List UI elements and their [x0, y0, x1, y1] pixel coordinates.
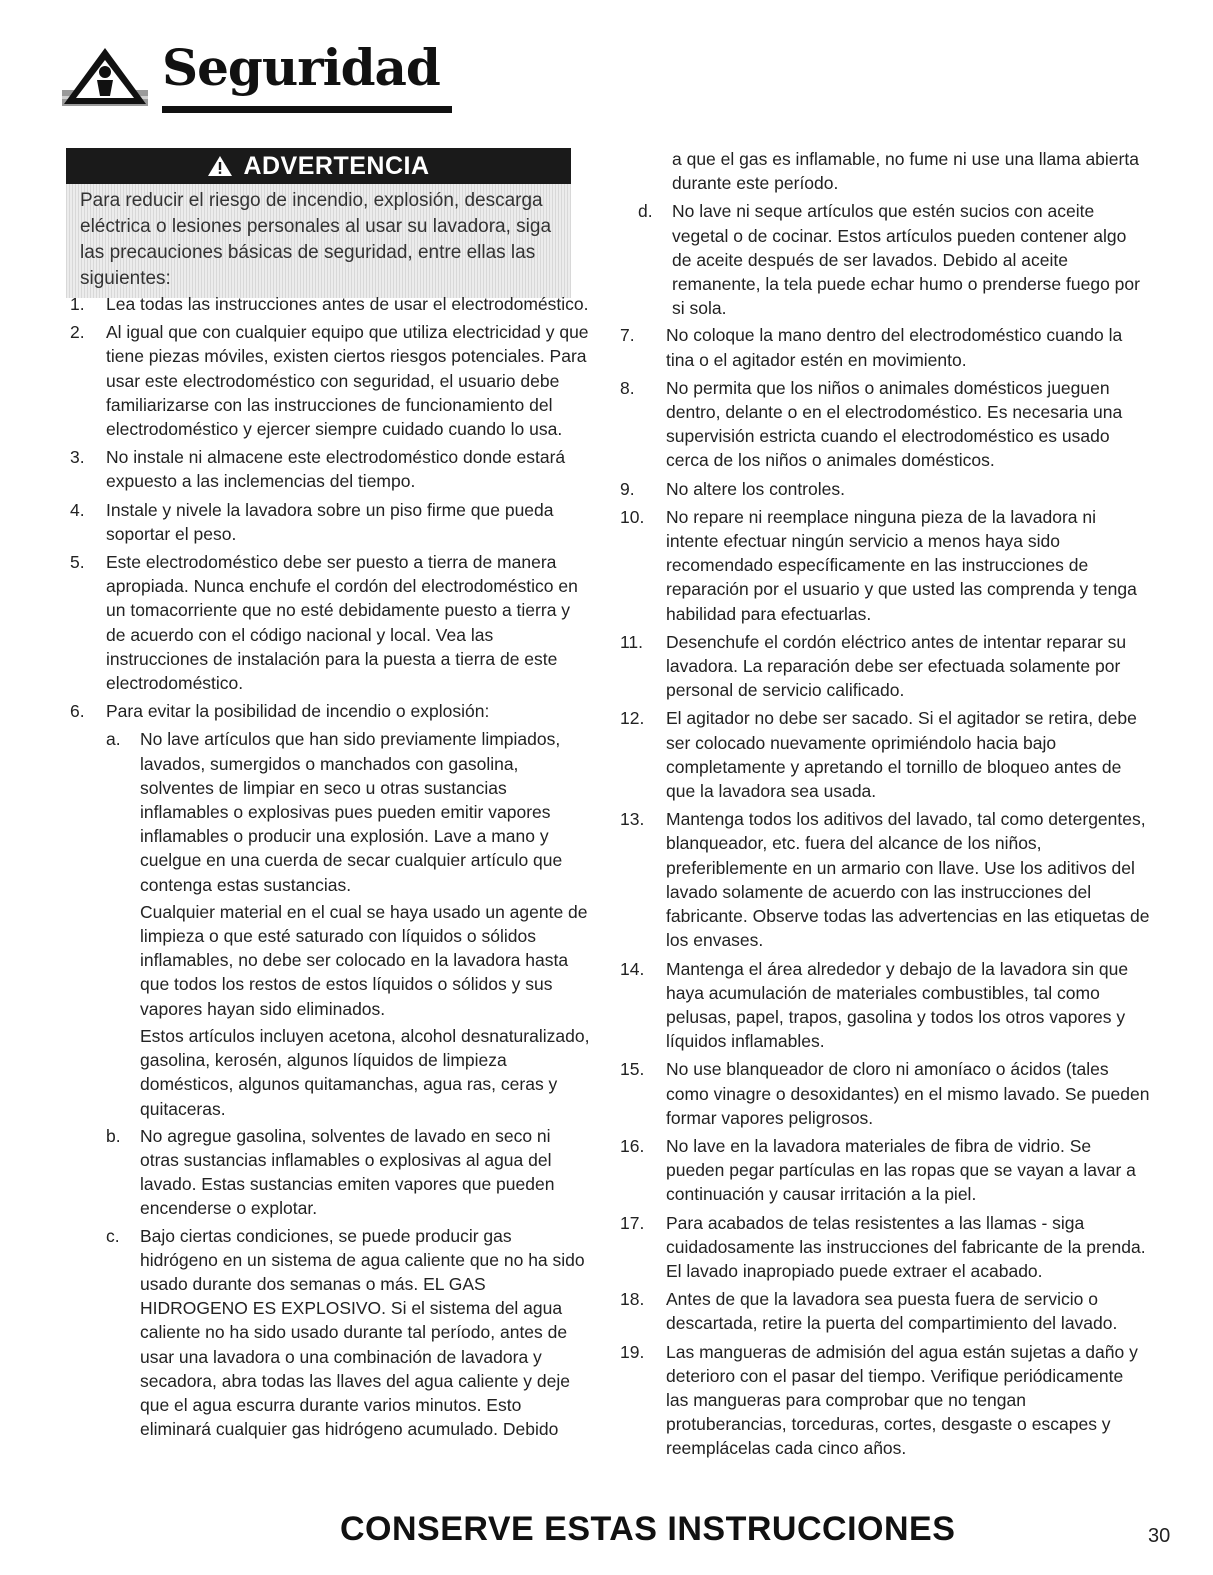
- list-item: [70, 498, 590, 546]
- list-item: [620, 477, 1150, 501]
- warning-title: ADVERTENCIA: [243, 151, 430, 180]
- list-item: [620, 1057, 1150, 1130]
- item-text: Lea todas las instrucciones antes de usar el electrodoméstico.: [106, 294, 589, 314]
- list-item: [620, 1287, 1150, 1335]
- item-text: No permita que los niños o animales domésticos jueguen dentro, delante o en el electrodoméstico. Es necesaria una supervisión estricta cuando el electrodoméstico es usado cerca de los niños o animales domésticos.: [666, 377, 1123, 471]
- item-text: No lave en la lavadora materiales de fibra de vidrio. Se pueden pegar partículas en las ropas que se vayan a lavar a continuación y causar irritación a la piel.: [666, 1135, 1136, 1205]
- list-item: [620, 1134, 1150, 1207]
- item-number: 1.: [70, 294, 85, 314]
- item-number: 8.: [620, 377, 635, 398]
- page-title: Seguridad: [162, 38, 440, 97]
- left-column: [70, 292, 590, 1444]
- list-item: [620, 1211, 1150, 1284]
- sub-item: [70, 1124, 590, 1221]
- sub-item-text: No lave artículos que han sido previamente limpiados, lavados, sumergidos o manchados con gasolina, solventes de limpiar en seco u otras sustancias inflamables o explosivas pues pueden emitir vapores inflamables o producir una explosión. Lave a mano y cuelgue en una cuerda de secar cualquier artículo que contenga estas sustancias.: [140, 729, 563, 895]
- item-number: 18.: [620, 1289, 645, 1310]
- item-text: Este electrodoméstico debe ser puesto a tierra de manera apropiada. Nunca enchufe el cordón del electrodoméstico en un tomacorriente que no esté debidamente puesto a tierra y de acuerdo con el código nacional y local. Vea las instrucciones de instalación para la puesta a tierra de este electrodoméstico.: [106, 552, 578, 694]
- sub-paragraph: Estos artículos incluyen acetona, alcohol desnaturalizado, gasolina, kerosén, algunos líquidos de limpieza domésticos, algunos quitamanchas, agua ras, ceras y quitaceras.: [140, 1025, 590, 1119]
- title-underline: [162, 106, 452, 113]
- sub-item: [70, 1224, 590, 1442]
- item-text: No coloque la mano dentro del electrodoméstico cuando la tina o el agitador estén en movimiento.: [666, 325, 1123, 370]
- list-item: [620, 807, 1150, 952]
- sub-paragraph: Cualquier material en el cual se haya usado un agente de limpieza o que esté saturado con líquidos o sólidos inflamables, no debe ser colocado en la lavadora hasta que todos los restos de estos líquidos o sólidos y sus vapores hayan sido eliminados.: [140, 901, 588, 1019]
- list-item: [620, 1340, 1150, 1461]
- item-number: 4.: [70, 499, 85, 520]
- item-number: 5.: [70, 552, 85, 573]
- sub-item-letter: c.: [106, 1225, 120, 1246]
- item-number: 19.: [620, 1341, 645, 1362]
- item-number: 16.: [620, 1135, 645, 1156]
- item-number: 3.: [70, 447, 85, 468]
- footer-reminder: CONSERVE ESTAS INSTRUCCIONES: [340, 1510, 956, 1548]
- item-number: 6.: [70, 701, 85, 722]
- list-item: [620, 376, 1150, 473]
- sub-item: [620, 199, 1150, 320]
- item-text: El agitador no debe ser sacado. Si el agitador se retira, debe ser colocado nuevamente oprimiéndolo hacia bajo completamente y apretando el tornillo de bloqueo antes de que la lavadora sea usada.: [666, 708, 1137, 802]
- item-number: 10.: [620, 506, 645, 527]
- warning-box: [66, 148, 571, 298]
- list-item: [620, 505, 1150, 626]
- item-number: 9.: [620, 478, 635, 499]
- sub-item-letter: d.: [638, 201, 653, 222]
- section-header: [62, 38, 440, 114]
- list-item: [70, 320, 590, 441]
- sub-item-text: No agregue gasolina, solventes de lavado en seco ni otras sustancias inflamables o explosivas al agua del lavado. Estas sustancias emiten vapores que pueden encenderse o explotar.: [140, 1125, 555, 1219]
- alert-triangle-icon: [207, 155, 233, 177]
- list-item: [70, 292, 590, 316]
- continued-text: a que el gas es inflamable, no fume ni use una llama abierta durante este período.: [672, 149, 1139, 194]
- warning-triangle-icon: [62, 46, 148, 108]
- list-item: [70, 445, 590, 493]
- sub-item-text: No lave ni seque artículos que estén sucios con aceite vegetal o de cocinar. Estos artículos pueden contener algo de aceite después de ser lavados. Debido al aceite remanente, la tela puede echar humo o prenderse fuego por si sola.: [672, 201, 1140, 319]
- list-item: [70, 550, 590, 695]
- sub-item-letter: a.: [106, 729, 121, 750]
- item-text: Las mangueras de admisión del agua están sujetas a daño y deterioro con el pasar del tiempo. Verifique periódicamente las mangueras para comprobar que no tengan protuberancias, torceduras, cortes, desgaste o escapes y reemplácelas cada cinco años.: [666, 1341, 1138, 1459]
- list-item: [620, 957, 1150, 1054]
- item-text: No repare ni reemplace ninguna pieza de la lavadora ni intente efectuar ningún servicio a menos haya sido recomendado específicamente en las instrucciones de reparación por el usuario y que usted las comprenda y tenga habilidad para efectuarlas.: [666, 506, 1137, 624]
- item-text: Mantenga el área alrededor y debajo de la lavadora sin que haya acumulación de materiales combustibles, tal como pelusas, papel, trapos, gasolina y todos los otros vapores y líquidos inflamables.: [666, 958, 1129, 1052]
- right-column: [620, 147, 1150, 1465]
- item-text: No use blanqueador de cloro ni amoníaco o ácidos (tales como vinagre o desoxidantes) en el mismo lavado. Se pueden formar vapores peligrosos.: [666, 1059, 1150, 1128]
- item-number: 13.: [620, 809, 645, 830]
- sub-item-letter: b.: [106, 1125, 121, 1146]
- item-text: No altere los controles.: [666, 478, 845, 499]
- item-text: Mantenga todos los aditivos del lavado, tal como detergentes, blanqueador, etc. fuera del alcance de los niños, preferiblemente en un armario con llave. Use los aditivos del lavado solamente de acuerdo con las instrucciones del fabricante. Observe todas las advertencias en las etiquetas de los envases.: [666, 809, 1150, 951]
- item-text: Al igual que con cualquier equipo que utiliza electricidad y que tiene piezas móviles, existen ciertos riesgos potenciales. Para usar este electrodoméstico con seguridad, el usuario debe familiarizarse con las instrucciones de funcionamiento del electrodoméstico y ejercer siempre cuidado cuando lo usa.: [106, 322, 589, 440]
- warning-header: [66, 148, 571, 184]
- item-text: Instale y nivele la lavadora sobre un piso firme que pueda soportar el peso.: [106, 499, 554, 544]
- item-number: 2.: [70, 322, 85, 343]
- item-number: 14.: [620, 958, 645, 979]
- item-number: 15.: [620, 1059, 645, 1080]
- item-text: No instale ni almacene este electrodoméstico donde estará expuesto a las inclemencias del tiempo.: [106, 447, 566, 492]
- warning-text: Para reducir el riesgo de incendio, explosión, descarga eléctrica o lesiones personales al usar su lavadora, siga las precauciones básicas de seguridad, entre ellas las siguientes:: [66, 184, 571, 298]
- item-number: 12.: [620, 708, 645, 729]
- page-number: 30: [1148, 1525, 1171, 1547]
- item-text: Para evitar la posibilidad de incendio o explosión:: [106, 701, 490, 722]
- sub-item: [70, 727, 590, 896]
- list-item: [70, 699, 590, 723]
- list-item: [620, 630, 1150, 703]
- item-number: 11.: [620, 631, 644, 652]
- item-text: Para acabados de telas resistentes a las llamas - siga cuidadosamente las instrucciones del fabricante de la prenda. El lavado inapropiado puede extraer el acabado.: [666, 1212, 1146, 1281]
- list-item: [620, 323, 1150, 371]
- item-text: Desenchufe el cordón eléctrico antes de intentar reparar su lavadora. La reparación debe ser efectuada solamente por personal de servicio calificado.: [666, 631, 1127, 701]
- item-number: 7.: [620, 325, 635, 346]
- list-item: [620, 706, 1150, 803]
- sub-item-text: Bajo ciertas condiciones, se puede producir gas hidrógeno en un sistema de agua caliente que no ha sido usado durante dos semanas o más. EL GAS HIDROGENO ES EXPLOSIVO. Si el sistema del agua caliente no ha sido usado durante tal período, antes de usar una lavadora o una combinación de lavadora y secadora, abra todas las llaves del agua caliente y deje que el agua escurra durante varios minutos. Esto eliminará cualquier gas hidrógeno acumulado. Debido: [140, 1225, 585, 1440]
- item-number: 17.: [620, 1212, 645, 1233]
- item-text: Antes de que la lavadora sea puesta fuera de servicio o descartada, retire la puerta del compartimiento del lavado.: [666, 1289, 1118, 1334]
